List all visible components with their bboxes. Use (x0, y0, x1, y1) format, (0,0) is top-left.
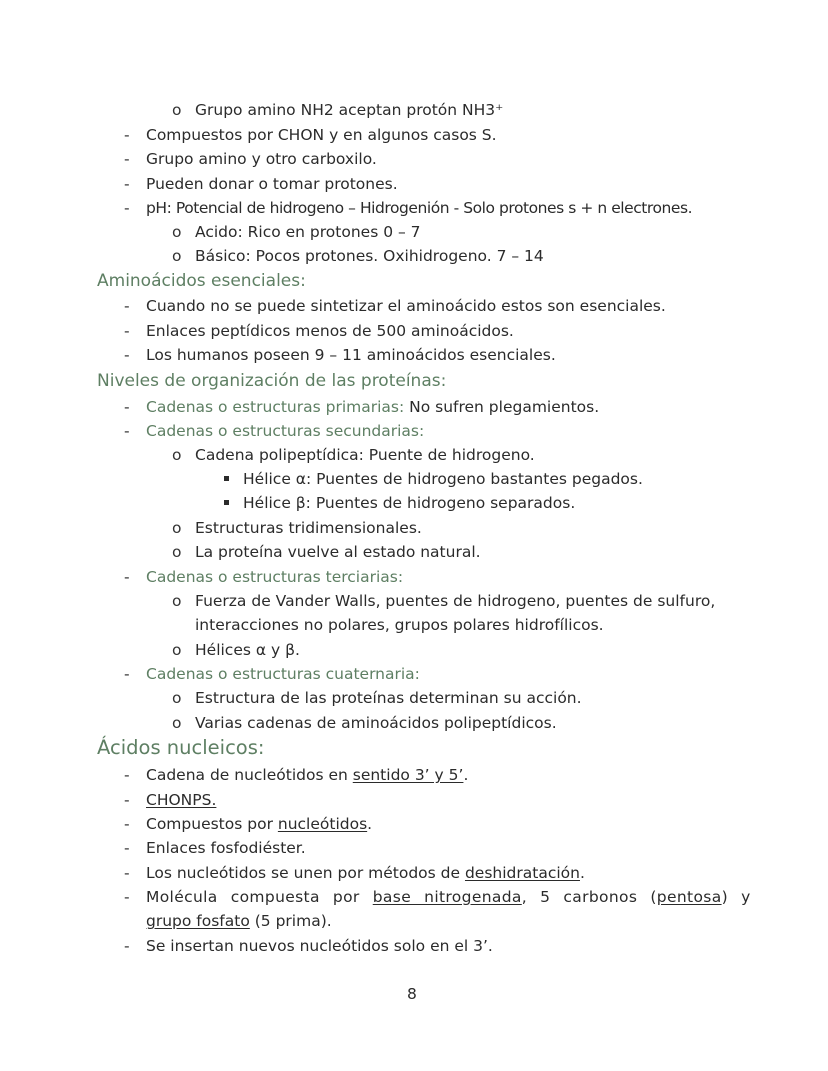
item-text: Los nucleótidos se unen por métodos de (146, 864, 465, 882)
dash-bullet-icon: - (124, 839, 130, 857)
list-item: Enlaces fosfodiéster. (146, 839, 306, 857)
dash-bullet-icon: - (124, 937, 130, 955)
circle-bullet-icon: o (172, 101, 182, 119)
subheading-label: Cadenas o estructuras terciarias: (146, 568, 404, 586)
underlined-term: CHONPS. (146, 791, 217, 809)
circle-bullet-icon: o (172, 689, 182, 707)
list-item: Enlaces peptídicos menos de 500 aminoácidos. (146, 322, 514, 340)
underlined-term: nucleótidos (277, 815, 368, 833)
circle-bullet-icon: o (172, 247, 182, 265)
list-item (146, 764, 468, 786)
list-item: pH: Potencial de hidrogeno – Hidrogenión - Solo protones s + n electrones. (146, 199, 693, 217)
subheading-label: Cadenas o estructuras primarias: (146, 398, 405, 416)
list-item: Pueden donar o tomar protones. (146, 175, 398, 193)
circle-bullet-icon: o (172, 641, 182, 659)
item-text: Molécula compuesta por (146, 888, 373, 906)
underlined-term: sentido 3’ y 5’ (352, 766, 464, 784)
item-text: , 5 carbonos ( (521, 888, 657, 906)
section-heading: Niveles de organización de las proteínas: (97, 371, 447, 391)
dash-bullet-icon: - (124, 398, 130, 416)
list-item: Hélice β: Puentes de hidrogeno separados. (243, 494, 576, 512)
subheading-label: Cadenas o estructuras secundarias: (146, 422, 425, 440)
list-item-continuation: interacciones no polares, grupos polares hidrofílicos. (195, 616, 604, 634)
list-item: Fuerza de Vander Walls, puentes de hidrogeno, puentes de sulfuro, (195, 592, 716, 610)
underlined-term: base nitrogenada (372, 888, 522, 906)
square-bullet-icon (224, 500, 229, 505)
underlined-term: deshidratación (464, 864, 580, 882)
circle-bullet-icon: o (172, 592, 182, 610)
list-item: Hélices α y β. (195, 641, 300, 659)
dash-bullet-icon: - (124, 126, 130, 144)
circle-bullet-icon: o (172, 714, 182, 732)
section-heading: Ácidos nucleicos: (97, 736, 265, 759)
list-item (146, 813, 372, 835)
dash-bullet-icon: - (124, 888, 130, 906)
item-text: . (579, 864, 585, 882)
dash-bullet-icon: - (124, 297, 130, 315)
dash-bullet-icon: - (124, 199, 130, 217)
section-heading: Aminoácidos esenciales: (97, 271, 306, 291)
page-number: 8 (407, 985, 417, 1003)
dash-bullet-icon: - (124, 322, 130, 340)
list-item: Acido: Rico en protones 0 – 7 (195, 223, 421, 241)
dash-bullet-icon: - (124, 568, 130, 586)
list-item: Los humanos poseen 9 – 11 aminoácidos esenciales. (146, 346, 556, 364)
underlined-term: grupo fosfato (146, 912, 250, 930)
dash-bullet-icon: - (124, 766, 130, 784)
item-text: Compuestos por (146, 815, 278, 833)
square-bullet-icon (224, 476, 229, 481)
list-item: Cadena polipeptídica: Puente de hidrogeno. (195, 446, 535, 464)
list-item: Varias cadenas de aminoácidos polipeptídicos. (195, 714, 557, 732)
item-text: (5 prima). (249, 912, 332, 930)
dash-bullet-icon: - (124, 346, 130, 364)
list-item (146, 862, 585, 884)
dash-bullet-icon: - (124, 864, 130, 882)
circle-bullet-icon: o (172, 519, 182, 537)
list-item-continuation (146, 910, 332, 932)
list-item: La proteína vuelve al estado natural. (195, 543, 481, 561)
dash-bullet-icon: - (124, 150, 130, 168)
item-text: . (463, 766, 469, 784)
item-text: . (367, 815, 373, 833)
dash-bullet-icon: - (124, 665, 130, 683)
list-item: Cuando no se puede sintetizar el aminoácido estos son esenciales. (146, 297, 666, 315)
list-item (146, 886, 751, 908)
item-text: ) y (721, 888, 751, 906)
list-item: Grupo amino NH2 aceptan protón NH3⁺ (195, 101, 504, 119)
list-item: Estructuras tridimensionales. (195, 519, 422, 537)
circle-bullet-icon: o (172, 223, 182, 241)
dash-bullet-icon: - (124, 175, 130, 193)
circle-bullet-icon: o (172, 543, 182, 561)
item-text: Cadena de nucleótidos en (146, 766, 353, 784)
list-item: Grupo amino y otro carboxilo. (146, 150, 377, 168)
subheading-label: Cadenas o estructuras cuaternaria: (146, 665, 420, 683)
underlined-term: pentosa (656, 888, 722, 906)
list-item: Hélice α: Puentes de hidrogeno bastantes pegados. (243, 470, 643, 488)
circle-bullet-icon: o (172, 446, 182, 464)
item-text: No sufren plegamientos. (404, 398, 600, 416)
dash-bullet-icon: - (124, 791, 130, 809)
dash-bullet-icon: - (124, 422, 130, 440)
list-item: Básico: Pocos protones. Oxihidrogeno. 7 – 14 (195, 247, 544, 265)
dash-bullet-icon: - (124, 815, 130, 833)
list-item (146, 396, 599, 418)
list-item: Compuestos por CHON y en algunos casos S. (146, 126, 497, 144)
list-item: Se insertan nuevos nucleótidos solo en el 3’. (146, 937, 493, 955)
list-item: Estructura de las proteínas determinan su acción. (195, 689, 582, 707)
